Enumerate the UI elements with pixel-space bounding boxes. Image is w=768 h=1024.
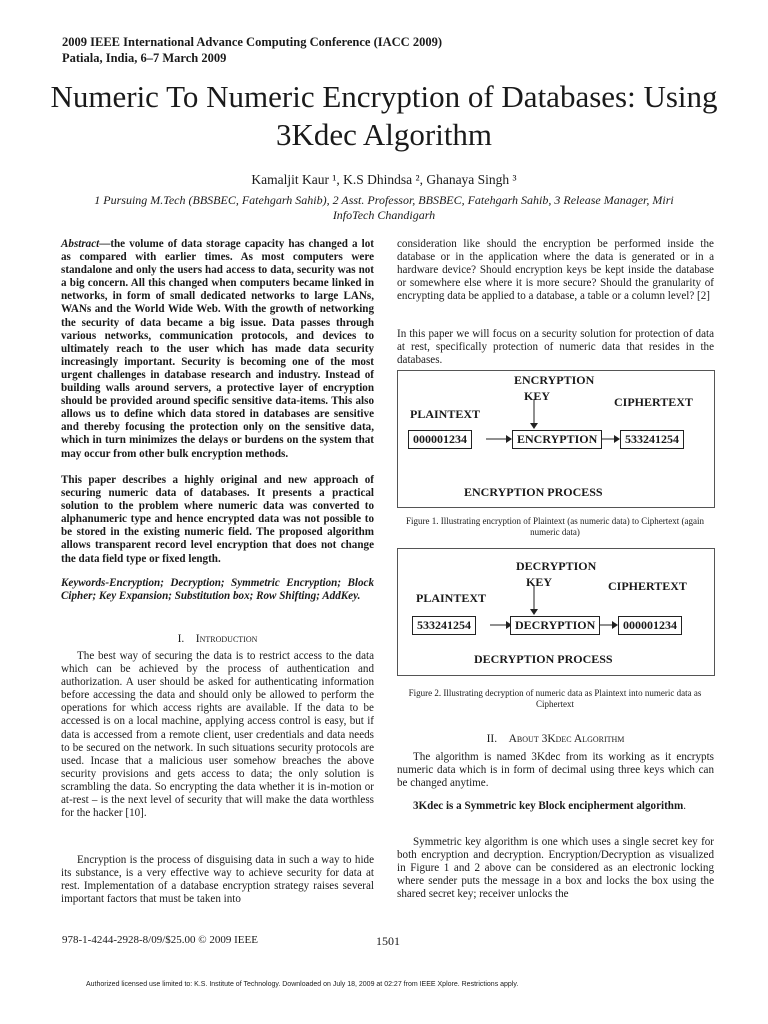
conference-name: 2009 IEEE International Advance Computing Conference (IACC 2009)	[62, 35, 442, 49]
affiliation-line-1: 1 Pursuing M.Tech (BBSBEC, Fatehgarh Sahib), 2 Asst. Professor, BBSBEC, Fatehgarh Sahib, 3 Release Manager, Miri	[94, 193, 674, 207]
affiliation-line-2: InfoTech Chandigarh	[332, 208, 436, 222]
section-number: II.	[486, 733, 498, 745]
section-2-paragraph-1: The algorithm is named 3Kdec from its working as it encrypts numeric data which is in form of decimal using three keys which can be changed anytime.	[397, 751, 714, 790]
figure-footer-label: ENCRYPTION PROCESS	[464, 485, 603, 499]
ciphertext-label: CIPHERTEXT	[608, 579, 687, 593]
authors: Kamaljit Kaur ¹, K.S Dhindsa ², Ghanaya Singh ³	[251, 172, 517, 187]
key-label-line-2: KEY	[526, 575, 553, 589]
right-paragraph-2: In this paper we will focus on a security solution for protection of data at rest, specifically protection of numeric data that resides in the databases.	[397, 328, 714, 367]
figure-2-caption: Figure 2. Illustrating decryption of numeric data as Plaintext into numeric data as Ciphertext	[408, 688, 702, 709]
decryption-box: DECRYPTION	[510, 616, 600, 635]
section-heading-about	[397, 733, 714, 745]
plaintext-box: 533241254	[412, 616, 476, 635]
section-title: Introduction	[195, 633, 258, 645]
figure-footer-label: DECRYPTION PROCESS	[474, 652, 613, 666]
intro-paragraph-1: The best way of securing the data is to restrict access to the data which can be achieved by the process of authentication and authorization. A user should be asked for authenticating information before accessing the data and should only be allowed to perform the operations for which access rights are available. If the data to be accessed is on a local machine, applying access control is easy, but if data is accessed from a remote client, user credentials and data needs to be secured on the network. In such situations security protocols are used. Incase that a malicious user somehow breaches the above security provisions and gets access to data; the only solution is scrambling the data. So encrypting the data whether it is in-motion or at-rest – is the next level of security that will make the data worthless for the hacker [10].	[61, 650, 374, 820]
affiliations	[60, 193, 708, 223]
plaintext-box: 000001234	[408, 430, 472, 449]
key-label-line-2: KEY	[524, 389, 551, 403]
plaintext-label: PLAINTEXT	[410, 407, 481, 421]
conference-header	[62, 34, 442, 66]
encryption-box: ENCRYPTION	[512, 430, 602, 449]
plaintext-label: PLAINTEXT	[416, 591, 487, 605]
subheading-period: .	[683, 800, 686, 812]
ciphertext-box: 533241254	[620, 430, 684, 449]
keywords: Keywords-Encryption; Decryption; Symmetric Encryption; Block Cipher; Key Expansion; Substitution box; Row Shifting; AddKey.	[61, 577, 374, 603]
key-label-line-1: DECRYPTION	[516, 559, 597, 573]
title-line-2: 3Kdec Algorithm	[275, 117, 493, 152]
isbn-copyright: 978-1-4244-2928-8/09/$25.00 © 2009 IEEE	[62, 934, 258, 946]
figure-decryption	[397, 548, 715, 676]
section-2-subheading	[397, 800, 714, 813]
figure-encryption	[397, 370, 715, 508]
section-title: About 3Kdec Algorithm	[508, 733, 625, 745]
title-line-1: Numeric To Numeric Encryption of Databases: Using	[50, 79, 718, 114]
ciphertext-label: CIPHERTEXT	[614, 395, 693, 409]
intro-paragraph-2: Encryption is the process of disguising data in such a way to hide its substance, is a very effective way to achieve security for data at rest. Implementation of a database encryption strategy raises several important factors that must be taken into	[61, 854, 374, 906]
page-number: 1501	[376, 934, 400, 948]
section-number: I.	[177, 633, 185, 645]
key-label-line-1: ENCRYPTION	[514, 373, 595, 387]
figure-1-caption: Figure 1. Illustrating encryption of Plaintext (as numeric data) to Ciphertext (again numeric data)	[406, 516, 704, 537]
section-heading-introduction	[61, 633, 374, 645]
section-2-paragraph-2: Symmetric key algorithm is one which uses a single secret key for both encryption and decryption. Encryption/Decryption as visualized in Figure 1 and 2 above can be considered as an electronic locking where sender puts the message in a box and locks the box using the shared secret key; receiver unlocks the	[397, 836, 714, 901]
abstract	[61, 238, 374, 461]
paper-title	[20, 78, 748, 154]
ciphertext-box: 000001234	[618, 616, 682, 635]
subheading-text: 3Kdec is a Symmetric key Block encipherment algorithm	[413, 800, 684, 812]
license-notice: Authorized licensed use limited to: K.S. Institute of Technology. Downloaded on July 18, 2009 at 02:27 from IEEE Xplore. Restrictions apply.	[86, 981, 519, 988]
abstract-text: —the volume of data storage capacity has changed a lot as compared with earlier times. As most computers were standalone and only the users had access to data, security was not a big concern. All this changed when computers became linked in networks, in form of small dedicated networks to large LANs, WANs and the World Wide Web. With the growth of networking the security of data became a big issue. Data passes through various networks, communication protocols, and devices to ultimately reach to the user which has made data security increasingly important. Security is becoming one of the most urgent challenges in database research and industry. Instead of building walls around servers, a protective layer of encryption should be provided around specific sensitive data-items. This also allows us to define which data stored in databases are sensitive and thereby focusing the protection only on the sensitive data, which in turn minimizes the delays or burdens on the system that may occur from other bulk encryption methods.	[61, 238, 374, 460]
abstract-label: Abstract	[61, 238, 100, 250]
abstract-paragraph-2: This paper describes a highly original and new approach of securing numeric data of databases. It presents a practical solution to the problem where numeric data was converted to alphanumeric type and hence encrypted data was not possible to be stored in the existing numeric field. The proposed algorithm allows transparent record level encryption that does not change the data field type or fixed length.	[61, 474, 374, 565]
conference-location: Patiala, India, 6–7 March 2009	[62, 51, 227, 65]
right-paragraph-1: consideration like should the encryption be performed inside the database or in the application where the data is generated or in a hardware device? Should encryption keys be kept inside the database or somewhere else where it is more secure? Should the granularity of encrypting data be applied to a database, a table or a column level? [2]	[397, 238, 714, 303]
